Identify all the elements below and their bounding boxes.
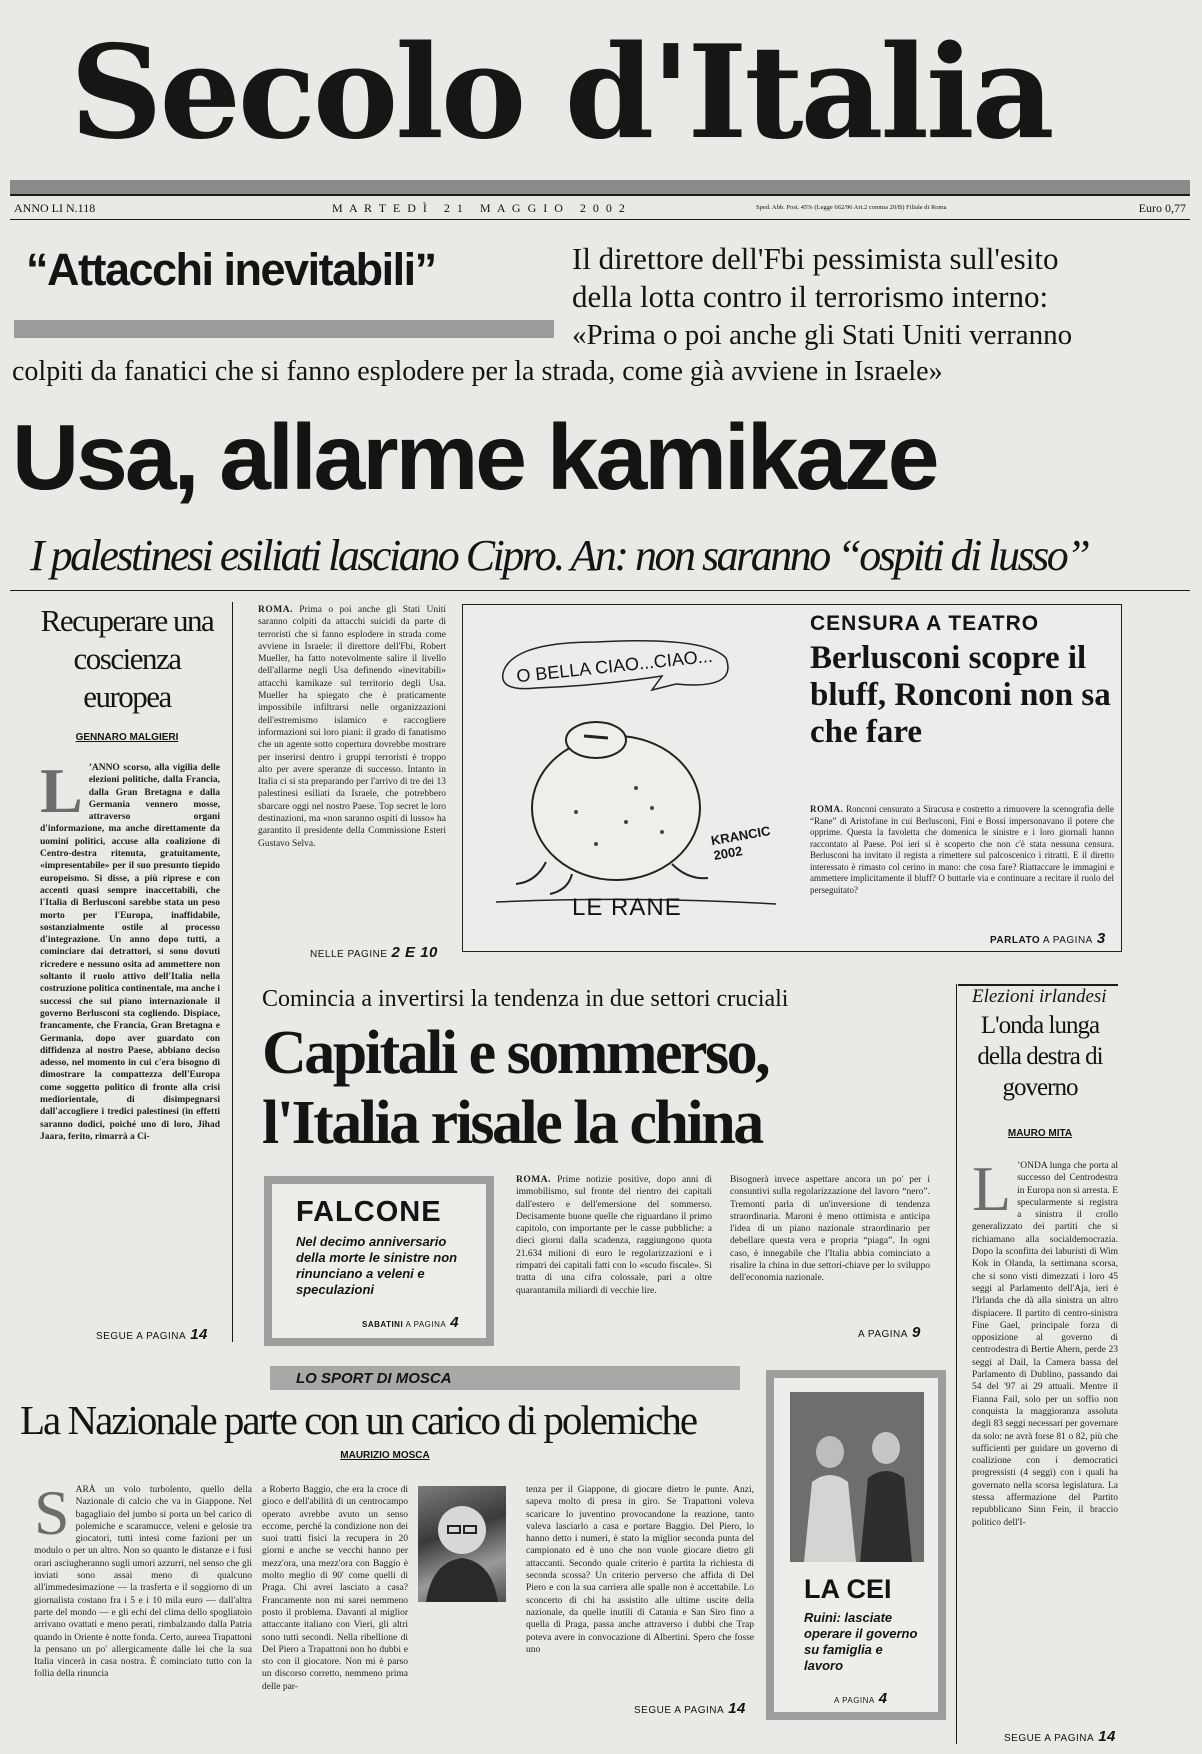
theatre-dateline: ROMA. (810, 804, 844, 814)
continuation-label: A PAGINA (834, 1696, 875, 1705)
economy-text-1: Prime notizie positive, dopo anni di immobilismo, sul fronte del rientro dei capitali dall'estero e dell'emersione del sommerso. Decisamente buone quelle che riguardano il primo capitolo, con importante per le casse pubbliche: a dieci giorni dalla scadenza, raggiungono quota 21.634 milioni di euro le regolarizzazioni e i rimpatri dei capitali fatti con lo «scudo fiscale». Si tratta di una cifra colossale, pari a oltre quarantamila miliardi di vecchie lire. (516, 1175, 712, 1296)
falcone-author: SABATINI (362, 1320, 404, 1329)
continuation-page: 14 (1098, 1728, 1116, 1745)
continuation-page: 14 (728, 1700, 746, 1717)
editorial-text: ’ANNO scorso, alla vigilia delle elezioni politiche, dalla Francia, dalla Gran Bretagna e dalla Germania vennero mosse, attraverso organi d'informazione, ma anche direttamente da uomini politici, accuse alla coalizione di Centro-destra ritenuta, gratuitamente, «impresentabile» per il suo presunto tiepido europeismo. Si disse, a più riprese e con accenti quasi sempre inaccettabili, che l'Italia di Berlusconi sarebbe stata un peso morto per l'Europa, inaffidabile, sostanzialmente ostile al processo d'integrazione. Un anno dopo tutti, a cominciare dai detrattori, si sono dovuti ricredere e nessuno osita ad ammettere non soltanto il ruolo attivo dell'Italia nella costruzione politica continentale, ma anche i successi che sul piano internazionale il governo Berlusconi sta cogliendo. Dispiace, francamente, che Francia, Gran Bretagna e Germania, dopo aver guardato con diffidenza al nostro Paese, abbiano deciso adesso, nel momento in cui c'era bisogno di dimostrare la compattezza dell'Europa come soggetto politico di fronte alla crisi mediorientale, di disimpegnarsi dall'accogliere i tredici palestinesi (in effetti saranno dodici, poiché uno di loro, Jihad Jaara, ferito, rimarrà a Ci- (40, 763, 220, 1142)
ireland-divider (956, 984, 957, 1744)
top-story-text: Prima o poi anche gli Stati Uniti saranno colpiti da attacchi suicidi da parte di terroristi che si fanno esplodere in strada come avviene in Israele: il direttore dell'Fbi, Robert Mueller, ha fatto notevolmente salire il livello dell'allarme negli Usa definendo «inevitabili» attacchi kamikaze sul territorio degli Usa. Mueller ha spiegato che è praticamente impossibile infiltrarsi nelle organizzazioni dell'estremismo islamico e raccogliere informazioni sui loro piani: il grado di fanatismo che un agente sotto copertura dovrebbe mostrare per inserirsi dentro i gruppi terroristi è troppo alto per avere speranze di successo. Intanto in Italia ci si sta preparando per l'arrivo di tre dei 13 palestinesi esiliati da Israele, che potrebbero sbarcare oggi nel nostro Paese. Top secret le loro destinazioni, ma «non saranno ospiti di lusso» ha garantito il presidente della Commissione Esteri Gustavo Selva. (258, 605, 446, 849)
masthead-rule-bottom (10, 194, 1190, 196)
portrait-icon (418, 1486, 506, 1602)
falcone-body: Nel decimo anniversario della morte le sinistre non rinunciano a veleni e speculazioni (296, 1234, 458, 1297)
sport-body-col1 (34, 1484, 252, 1742)
bishops-photo-icon (790, 1392, 924, 1562)
columnist-photo (418, 1486, 506, 1602)
continuation-pages: 2 E 10 (391, 944, 438, 961)
continuation-label: SEGUE A PAGINA (96, 1331, 187, 1342)
ireland-kicker: Elezioni irlandesi (972, 986, 1107, 1007)
theatre-text: Ronconi censurato a Siracusa e costretto a rimuovere la scenografia delle “Rane” di Aristofane in cui Berlusconi, Fini e Bossi impersonavano il potere che opprime. Questa la favoletta che domenica le sinistre e i loro giornali hanno raccontato al Paese. Poi ieri si è scoperto che non c'è stata nessuna censura. Berlusconi ha invitato il regista a rimettere sul palcoscenico i ritratti. E il diretto interessato è rimasto col cerino in mano: che cosa fare? Riattaccare le immagini e ammettere implicitamente il bluff? O buttarle via e continuare a recitare il ruolo del perseguitato? (810, 804, 1114, 895)
top-story-summary-2: della lotta contro il terrorismo interno: (572, 279, 1049, 314)
sport-headline: La Nazionale parte con un carico di polemiche (20, 1397, 697, 1443)
continuation-page: 4 (450, 1314, 460, 1331)
economy-body-col1 (516, 1174, 712, 1336)
editorial-continuation[interactable] (96, 1326, 220, 1343)
falcone-continuation (362, 1314, 492, 1331)
ireland-byline: MAURO MITA (1007, 1128, 1073, 1139)
sport-dropcap: S (34, 1484, 70, 1548)
economy-headline-1: Capitali e sommerso, (262, 1019, 769, 1087)
cei-box[interactable] (766, 1370, 946, 1720)
theatre-author: PARLATO (990, 935, 1041, 946)
editorial-divider (232, 602, 233, 1342)
editorial-body (40, 762, 220, 1310)
top-story-subheadline: I palestinesi esiliati lasciano Cipro. An: non saranno “ospiti di lusso” (30, 531, 1089, 580)
cartoon-signature: KRANCIC 2002 (709, 823, 772, 863)
masthead-rule-top (10, 180, 1190, 194)
top-story-dateline: ROMA. (258, 605, 293, 615)
sport-section-label: LO SPORT DI MOSCA (296, 1370, 452, 1387)
ireland-headline: L'onda lunga della destra di governo (977, 1012, 1103, 1101)
editorial-byline: GENNARO MALGIERI (75, 732, 179, 743)
cei-continuation (834, 1690, 944, 1707)
postal-note: Sped. Abb. Post. 45% (Legge 662/96 Art.2 comma 20/B) Filiale di Roma (756, 204, 947, 211)
top-story-headline: Usa, allarme kamikaze (12, 405, 937, 509)
cei-body: Ruini: lasciate operare il governo su famiglia e lavoro (804, 1610, 918, 1673)
top-story-body (258, 604, 446, 952)
cartoon-caption: LE RANE (572, 894, 682, 921)
top-story-summary-3: «Prima o poi anche gli Stati Uniti verranno (572, 319, 1073, 351)
masthead-title: Secolo d'Italia (70, 18, 1052, 168)
top-story-summary-1: Il direttore dell'Fbi pessimista sull'esito (572, 241, 1059, 276)
continuation-label: NELLE PAGINE (310, 949, 388, 960)
sport-body-col3: tenza per il Giappone, di giocare dietro le punte. Anzi, sapeva molto di presa in giro. Se Trapattoni voleva scaricare lo juventino provocandone la reazione, tanto valeva lasciarlo a casa e portare Baggio. Del Piero, lo hanno detto i numeri, è stato la miglior seconda punta del campionato ed è uno che non vuole giocare dietro gli attaccanti. Secondo quale criterio è partita la richiesta di seconda scossa? Un criterio perverso che affida di Del Piero e con la sua carriera alle spalle non è accettabile. Lo sconcerto di chi ha assistito alle ultime uscite della nazionale, da quelle inutili di Catania e San Siro fino a quella di Praga, passa anche attraverso i dubbi che Trap poteva avere in convocazione di Albertini. Spero che fosse uno (526, 1485, 754, 1655)
continuation-page: 3 (1096, 930, 1106, 947)
kicker-underline-bar (14, 320, 554, 338)
economy-continuation[interactable] (858, 1324, 948, 1341)
ireland-dropcap: L (972, 1160, 1012, 1224)
continuation-page: 4 (878, 1690, 888, 1707)
cei-title: LA CEI (804, 1574, 892, 1604)
issue-date: M A R T E D Ì 2 1 M A G G I O 2 0 0 2 (332, 201, 627, 215)
top-story-summary-4: colpiti da fanatici che si fanno esplodere per la strada, come già avviene in Israele» (12, 356, 943, 387)
continuation-label: A PAGINA (1042, 935, 1093, 946)
continuation-page: 14 (190, 1326, 208, 1343)
theatre-continuation[interactable] (990, 930, 1120, 947)
top-story-continuation[interactable] (310, 944, 460, 961)
dateline-rule (10, 219, 1190, 220)
continuation-label: SEGUE A PAGINA (634, 1705, 725, 1716)
continuation-label: SEGUE A PAGINA (1004, 1733, 1095, 1744)
economy-dateline: ROMA. (516, 1175, 551, 1185)
sport-continuation[interactable] (634, 1700, 774, 1717)
economy-kicker: Comincia a invertirsi la tendenza in due settori cruciali (262, 986, 789, 1012)
ireland-continuation[interactable] (1004, 1728, 1124, 1745)
dateline (14, 198, 1186, 218)
theatre-body (810, 804, 1114, 930)
ireland-body (972, 1160, 1118, 1716)
falcone-title: FALCONE (296, 1196, 442, 1228)
continuation-label: A PAGINA (405, 1320, 447, 1329)
theatre-headline: Berlusconi scopre il bluff, Ronconi non sa che fare (810, 640, 1111, 750)
cartoon-speech: O BELLA CIAO...CIAO... (515, 645, 714, 687)
price: Euro 0,77 (1138, 201, 1186, 215)
falcone-box[interactable] (264, 1176, 494, 1346)
continuation-page: 9 (911, 1324, 921, 1341)
sport-byline: MAURIZIO MOSCA (340, 1450, 430, 1461)
cei-photo (790, 1392, 924, 1562)
economy-headline-2: l'Italia risale la china (262, 1089, 762, 1157)
editorial-title: Recuperare una coscienza europea (40, 603, 214, 714)
theatre-kicker: CENSURA A TEATRO (810, 612, 1040, 635)
top-story-kicker-quote: “Attacchi inevitabili” (26, 244, 436, 295)
ireland-text: ’ONDA lunga che porta al successo del Centrodestra in Europa non si arresta. E specularmente si registra a sinistra il crollo generalizzato dei partiti che si richiamano alla socialdemocrazia. Dopo la sconfitta dei laburisti di Wim Kok in Olanda, la settimana scorsa, che si sono visti dimezzati i loro 45 seggi al Parlamento dell'Aja, ieri è l'Irlanda che dà alla sinistra un altro dispiacere. Il partito di centro-sinistra Fine Gael, principale forza di opposizione al governo di centrodestra di Bertie Ahern, perde 23 seggi al Dail, la Camera bassa del Parlamento di Dublino, passando dai 54 del '97 ai 29 attuali. Mentre il Fianna Fail, solo per un soffio non conquista la maggioranza assoluta degli 83 seggi necessari per governare da solo: ne avrà forse 81 o 82, più che sufficienti per guidare un governo di coalizione con i democratici progressisti (4 seggi) con i quali ha governato nella scorsa legislatura. La stessa affermazione del Partito repubblicano Sinn Fein, il braccio politico dell'I- (972, 1161, 1118, 1528)
sport-body-col2: a Roberto Baggio, che era la croce di gioco e dell'abilità di un centrocampo operato avrebbe avuto un senso eccome, perché la condizione non dei suoi tratti fisici la recupera in 20 giorni e anche se vecchi hanno per mezz'ora, una mezz'ora con Baggio è molto meglio di 90' come quelli di Praga. Chi avrei lasciato a casa? Francamente non mi sarei nemmeno posto il problema. Davanti al miglior attaccante italiano con Vieri, gli altri sono tutti secondi. Nella ribellione di Del Piero a Trapattoni non ho dubbi e sto con il giocatore. Non mi è parso un discorso corretto, nemmeno prima delle par- (262, 1485, 408, 1692)
subheadline-rule (10, 590, 1190, 591)
sport-text-1: ARÀ un volo turbolento, quello della Nazionale di calcio che va in Giappone. Nel bagagliaio del jumbo si porta un bel carico di polemiche e scaramucce, veleni e gelosie tra giocatori, tutti intesi come fazioni per un modulo o per un altro. Non so quanto le distanze e i fusi orari asciugheranno sugli umori azzurri, nel senso che gli inviati sono assai meno di qualcuno all'immedesimazione — la trasferta e il soggiorno di un giornalista costano fra i 5 e i 10 mila euro — dall'altra parte del mondo — e gli echi del clima dello spogliatoio arrivano ovattati e meno perati, rimbalzando dalla Patria quando in Oriente è notte fonda. Certo, aureea Trapattoni la pensano un po' allergicamente dalle lei che la sua Italia vincerà in casa nostra. È cominciato tutto con la follia della rinuncia (34, 1485, 252, 1680)
continuation-label: A PAGINA (858, 1329, 908, 1340)
issue-number: ANNO LI N.118 (14, 201, 96, 215)
cartoon-panel (476, 612, 794, 946)
economy-body-col2: Bisognerà invece aspettare ancora un po' per i consuntivi sulla regolarizzazione del lavoro “nero”. Tremonti parla di un'inversione di tendenza straordinaria. Maroni è meno ottimista e anticipa l'idea di un piano nazionale straordinario per debellare questa vera e propria “piaga”. In ogni caso, è innegabile che l'Italia abbia cominciato a risalire la china in due settori-chiave per lo sviluppo dell'economia nazionale. (730, 1175, 930, 1284)
editorial-dropcap: L (40, 762, 83, 826)
